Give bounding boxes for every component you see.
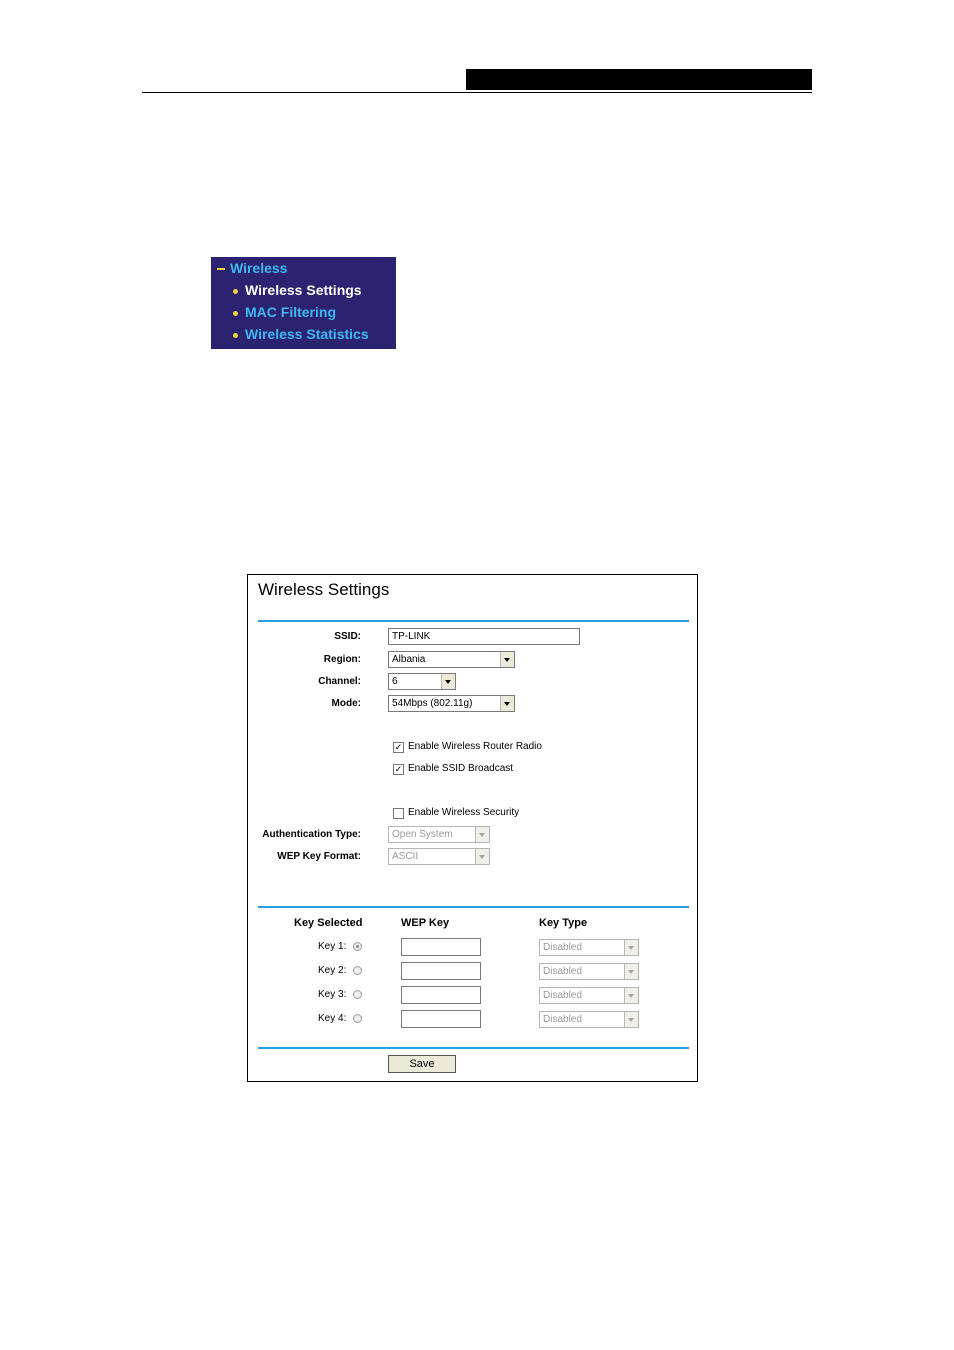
chevron-down-icon bbox=[475, 849, 489, 864]
key-1-type-value: Disabled bbox=[543, 942, 582, 953]
key-2-type-value: Disabled bbox=[543, 966, 582, 977]
menu-item-label: Wireless Statistics bbox=[245, 326, 369, 342]
chevron-down-icon bbox=[624, 988, 638, 1003]
menu-item-wireless-statistics[interactable] bbox=[233, 326, 369, 342]
menu-section-label: Wireless bbox=[230, 260, 288, 276]
channel-value: 6 bbox=[392, 676, 398, 687]
wep-key-format-value: ASCII bbox=[392, 851, 419, 862]
key-4-radio[interactable] bbox=[353, 1014, 362, 1023]
wep-key-format-label: WEP Key Format: bbox=[277, 851, 361, 862]
enable-radio-checkbox[interactable]: ✓ bbox=[394, 742, 403, 752]
mode-select[interactable] bbox=[388, 695, 515, 712]
menu-item-label: MAC Filtering bbox=[245, 304, 336, 320]
region-select[interactable] bbox=[388, 651, 515, 668]
key-3-radio[interactable] bbox=[353, 990, 362, 999]
key-3-label: Key 3: bbox=[318, 989, 347, 1000]
enable-ssid-broadcast-checkbox[interactable]: ✓ bbox=[394, 764, 403, 774]
key-1-type-select[interactable] bbox=[539, 939, 639, 956]
key-1-wep-input[interactable] bbox=[401, 938, 481, 956]
col-key-selected: Key Selected bbox=[294, 917, 363, 929]
chevron-down-icon bbox=[624, 940, 638, 955]
bullet-icon bbox=[233, 333, 238, 338]
auth-type-select[interactable] bbox=[388, 826, 490, 843]
wireless-settings-panel bbox=[247, 574, 698, 1082]
key-2-wep-input[interactable] bbox=[401, 962, 481, 980]
region-label: Region: bbox=[323, 654, 361, 665]
bullet-icon bbox=[233, 289, 238, 294]
key-3-type-select[interactable] bbox=[539, 987, 639, 1004]
key-4-type-value: Disabled bbox=[543, 1014, 582, 1025]
divider bbox=[258, 620, 689, 622]
panel-title: Wireless Settings bbox=[258, 580, 390, 599]
channel-select[interactable] bbox=[388, 673, 456, 690]
key-4-wep-input[interactable] bbox=[401, 1010, 481, 1028]
enable-security-checkbox[interactable] bbox=[393, 808, 404, 819]
region-value: Albania bbox=[392, 654, 426, 665]
divider bbox=[258, 1047, 689, 1049]
key-1-label: Key 1: bbox=[318, 941, 347, 952]
collapse-icon bbox=[217, 268, 225, 270]
key-2-label: Key 2: bbox=[318, 965, 347, 976]
wireless-menu bbox=[211, 257, 396, 349]
auth-type-label: Authentication Type: bbox=[262, 829, 361, 840]
chevron-down-icon bbox=[500, 652, 514, 667]
channel-label: Channel: bbox=[318, 676, 361, 687]
key-4-label: Key 4: bbox=[318, 1013, 347, 1024]
key-1-radio[interactable] bbox=[353, 942, 362, 951]
chevron-down-icon bbox=[624, 1012, 638, 1027]
bullet-icon bbox=[233, 311, 238, 316]
header-bar bbox=[466, 69, 812, 90]
ssid-input[interactable]: TP-LINK bbox=[388, 628, 580, 645]
chevron-down-icon bbox=[624, 964, 638, 979]
enable-security-label: Enable Wireless Security bbox=[408, 807, 520, 818]
chevron-down-icon bbox=[441, 674, 455, 689]
key-2-radio[interactable] bbox=[353, 966, 362, 975]
save-button[interactable]: Save bbox=[388, 1055, 456, 1073]
chevron-down-icon bbox=[500, 696, 514, 711]
divider bbox=[258, 906, 689, 908]
key-2-type-select[interactable] bbox=[539, 963, 639, 980]
menu-item-mac-filtering[interactable] bbox=[233, 304, 336, 320]
mode-label: Mode: bbox=[331, 698, 361, 709]
header-rule bbox=[142, 92, 812, 93]
key-3-type-value: Disabled bbox=[543, 990, 582, 1001]
menu-item-label: Wireless Settings bbox=[245, 282, 362, 298]
menu-item-wireless-settings[interactable] bbox=[233, 282, 362, 298]
ssid-label: SSID: bbox=[334, 631, 361, 642]
key-4-type-select[interactable] bbox=[539, 1011, 639, 1028]
wep-key-format-select[interactable] bbox=[388, 848, 490, 865]
enable-radio-label: Enable Wireless Router Radio bbox=[408, 741, 542, 752]
col-key-type: Key Type bbox=[539, 917, 588, 929]
auth-type-value: Open System bbox=[392, 829, 453, 840]
col-wep-key: WEP Key bbox=[401, 917, 450, 929]
enable-ssid-broadcast-label: Enable SSID Broadcast bbox=[408, 763, 514, 774]
chevron-down-icon bbox=[475, 827, 489, 842]
menu-section-wireless[interactable] bbox=[217, 260, 287, 276]
mode-value: 54Mbps (802.11g) bbox=[392, 698, 473, 709]
key-3-wep-input[interactable] bbox=[401, 986, 481, 1004]
